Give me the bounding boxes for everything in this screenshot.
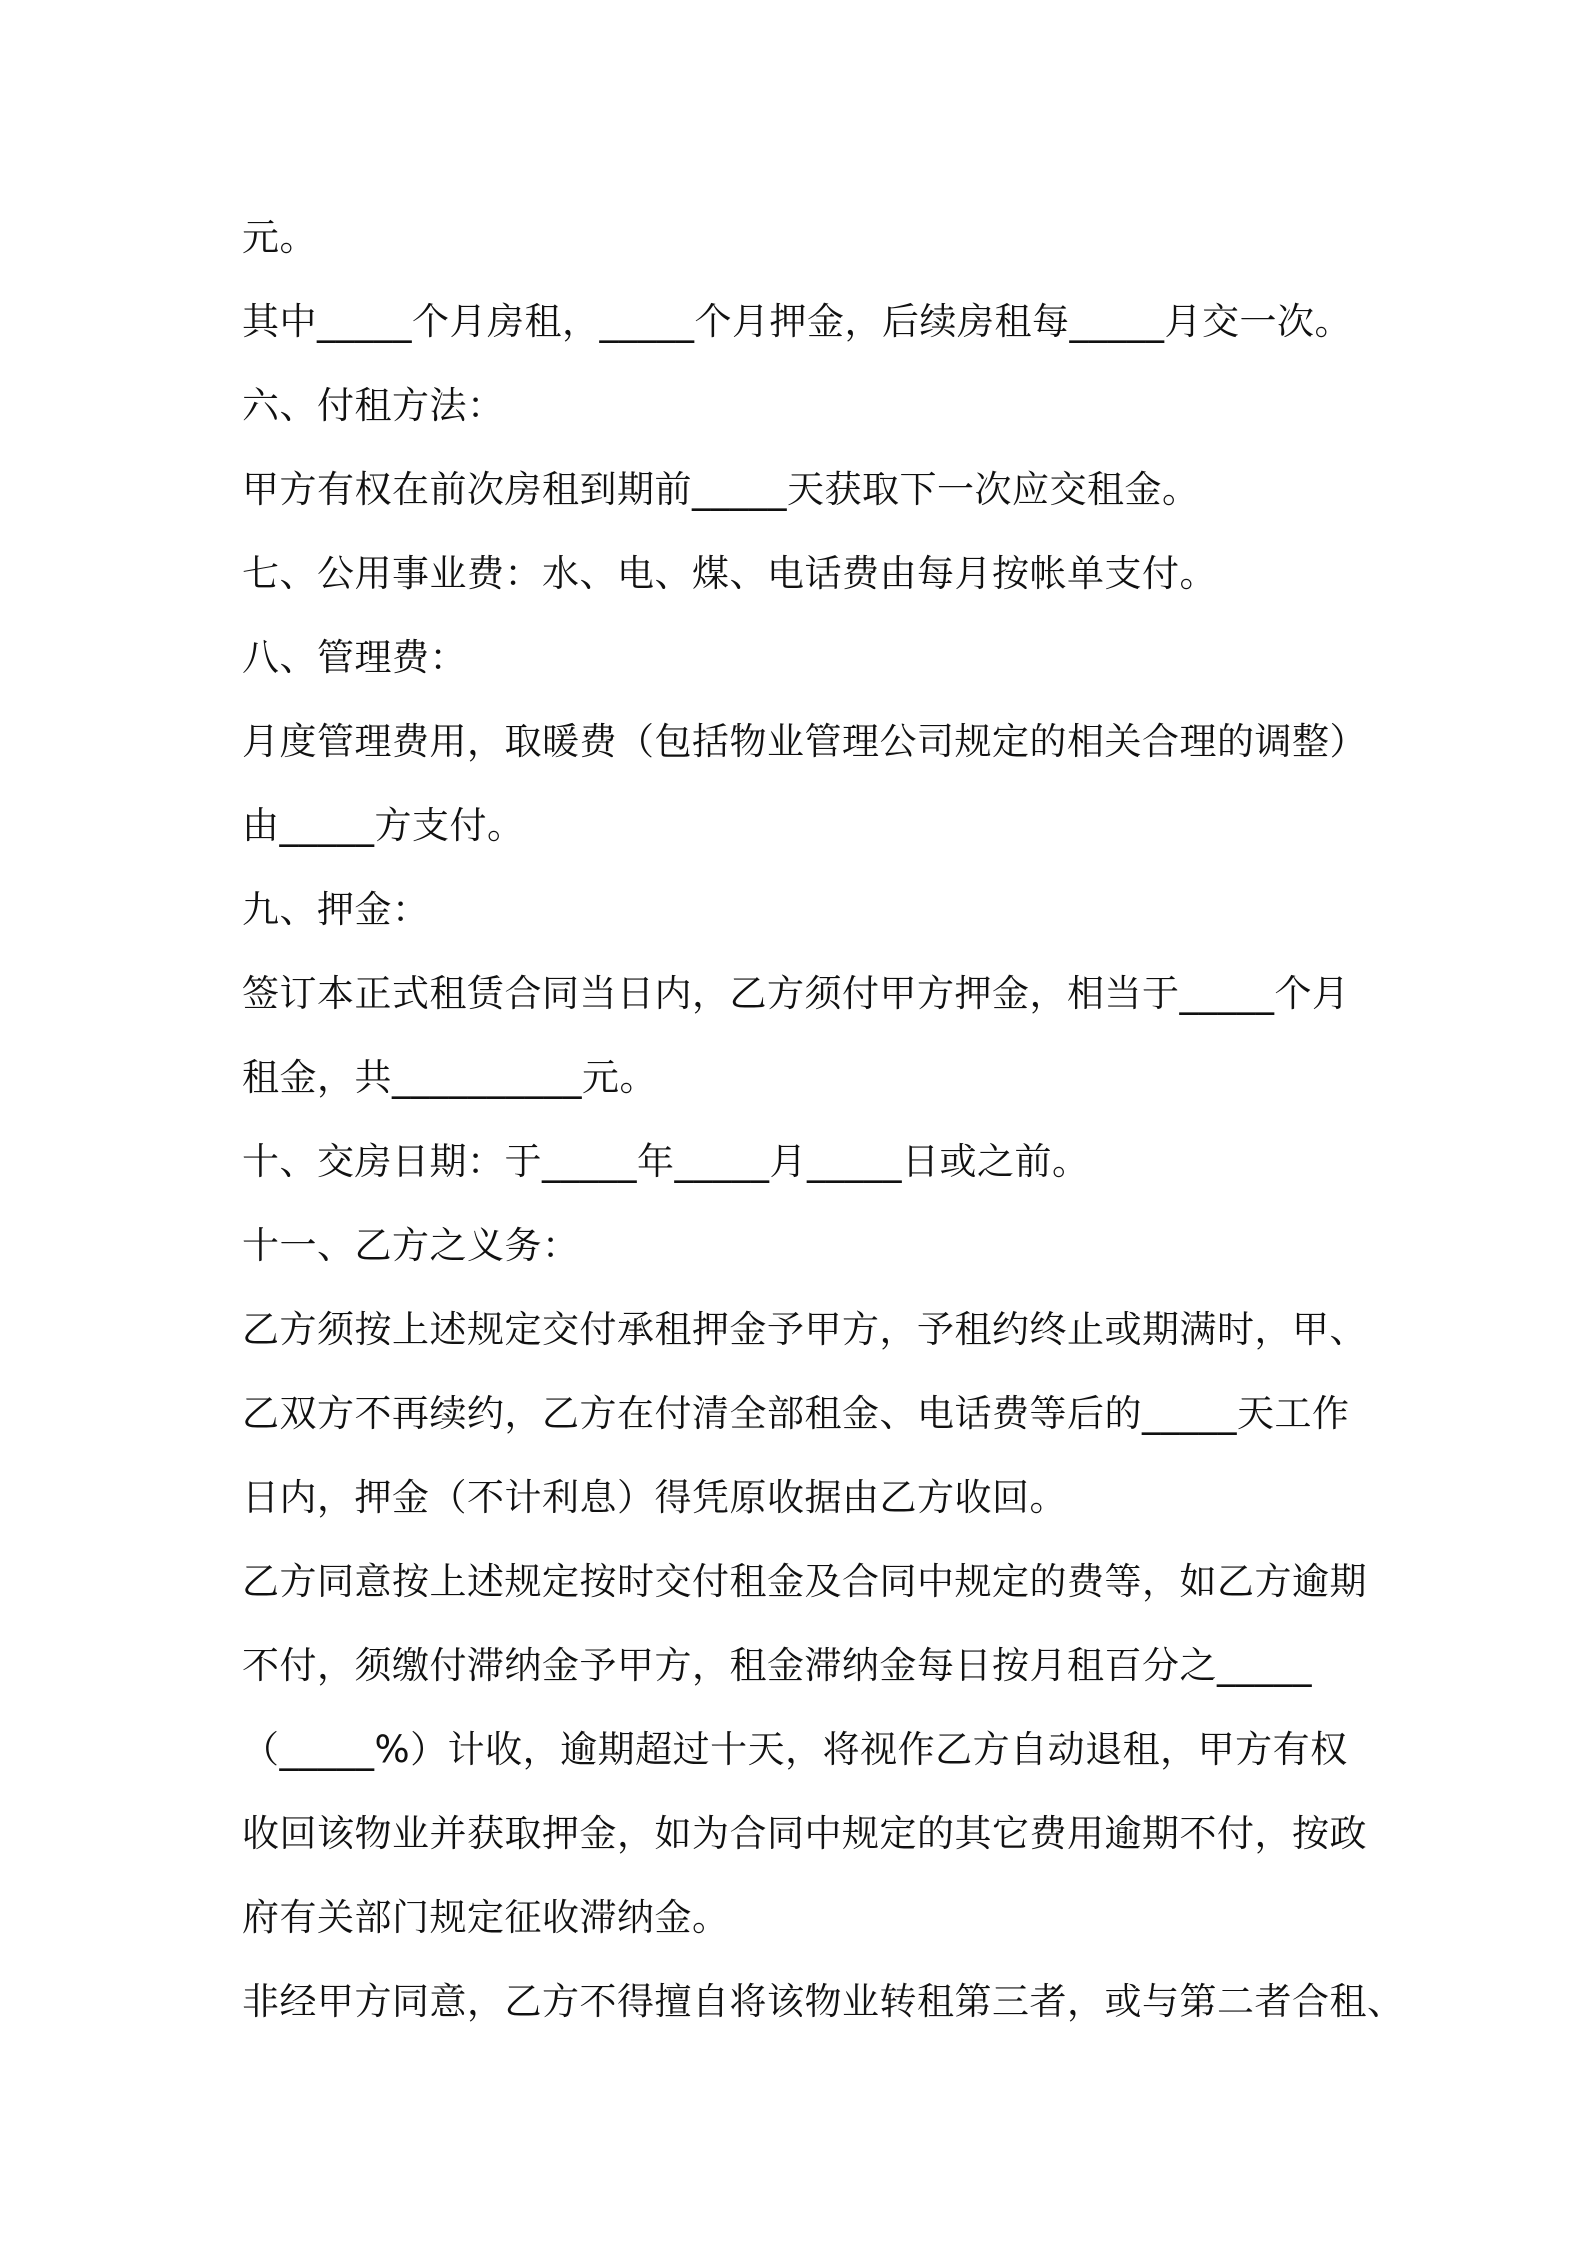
text-line-obligation-2: 乙双方不再续约，乙方在付清全部租金、电话费等后的_____天工作 bbox=[242, 1392, 1350, 1435]
text-line-late-fee-4: 收回该物业并获取押金，如为合同中规定的其它费用逾期不付，按政 bbox=[242, 1812, 1367, 1855]
text-line-sublet: 非经甲方同意，乙方不得擅自将该物业转租第三者，或与第二者合租、 bbox=[242, 1980, 1405, 2023]
text-line-deposit-amount: 租金，共__________元。 bbox=[242, 1056, 657, 1099]
text-line-payment-schedule: 其中_____个月房租，_____个月押金，后续房租每_____月交一次。 bbox=[242, 300, 1352, 343]
section-heading-payment-method: 六、付租方法： bbox=[242, 384, 505, 427]
section-heading-tenant-obligations: 十一、乙方之义务： bbox=[242, 1224, 580, 1267]
text-line-late-fee-5: 府有关部门规定征收滞纳金。 bbox=[242, 1896, 730, 1939]
section-heading-deposit: 九、押金： bbox=[242, 888, 430, 931]
section-heading-management-fee: 八、管理费： bbox=[242, 636, 467, 679]
section-heading-handover-date: 十、交房日期：于_____年_____月_____日或之前。 bbox=[242, 1140, 1090, 1183]
text-line-rent-amount-end: 元。 bbox=[242, 216, 317, 259]
text-line-management-fee-payer: 由_____方支付。 bbox=[242, 804, 525, 847]
text-line-payment-method: 甲方有权在前次房租到期前_____天获取下一次应交租金。 bbox=[242, 468, 1200, 511]
text-line-late-fee-3: （_____%）计收，逾期超过十天，将视作乙方自动退租，甲方有权 bbox=[242, 1728, 1348, 1771]
document-body bbox=[242, 196, 1405, 2044]
section-heading-utilities: 七、公用事业费：水、电、煤、电话费由每月按帐单支付。 bbox=[242, 552, 1217, 595]
text-line-late-fee-1: 乙方同意按上述规定按时交付租金及合同中规定的费等，如乙方逾期 bbox=[242, 1560, 1367, 1603]
text-line-management-fee: 月度管理费用，取暖费（包括物业管理公司规定的相关合理的调整） bbox=[242, 720, 1367, 763]
text-line-obligation-1: 乙方须按上述规定交付承租押金予甲方，予租约终止或期满时，甲、 bbox=[242, 1308, 1367, 1351]
text-line-late-fee-2: 不付，须缴付滞纳金予甲方，租金滞纳金每日按月租百分之_____ bbox=[242, 1644, 1312, 1687]
text-line-deposit: 签订本正式租赁合同当日内，乙方须付甲方押金，相当于_____个月 bbox=[242, 972, 1350, 1015]
text-line-obligation-3: 日内，押金（不计利息）得凭原收据由乙方收回。 bbox=[242, 1476, 1067, 1519]
